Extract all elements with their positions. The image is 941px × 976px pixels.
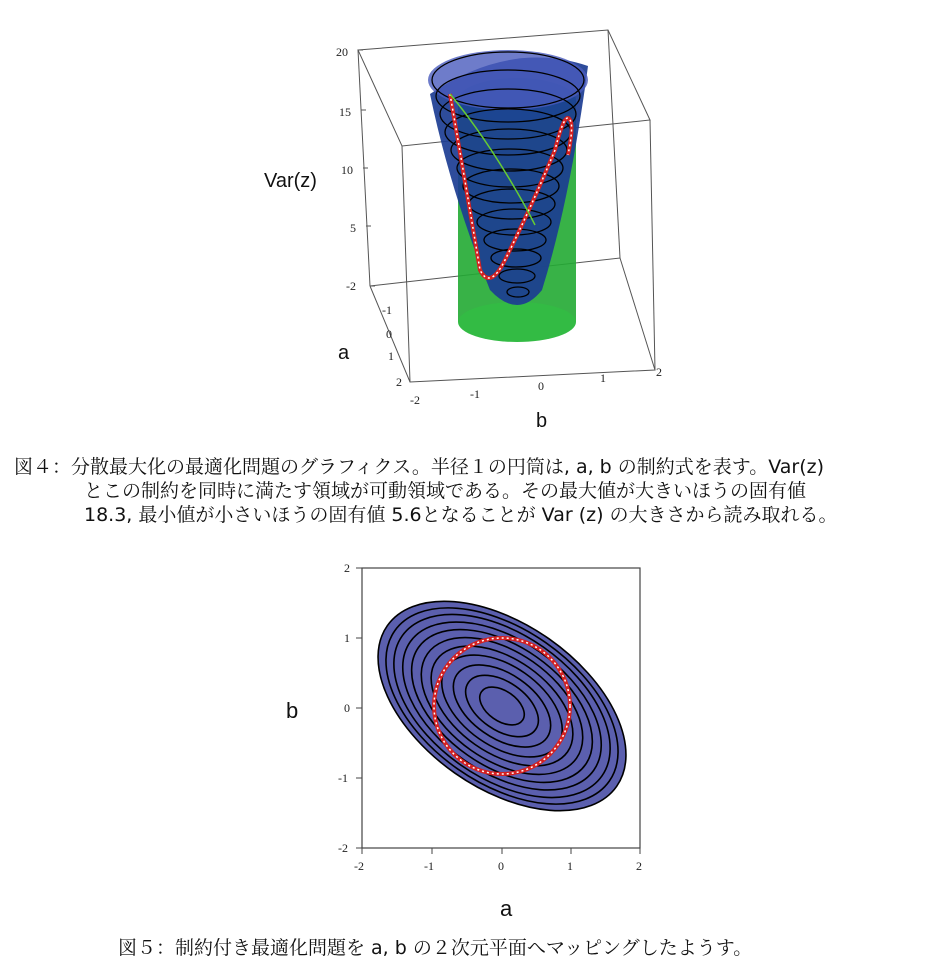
figure-5 <box>330 558 660 888</box>
figure-5-xlabel: a <box>500 896 513 921</box>
a-tick-label: 2 <box>396 375 402 389</box>
y-tick-label: -1 <box>338 771 348 785</box>
x-tick-label: 1 <box>567 859 573 873</box>
figure-4-caption-line3: 18.3, 最小値が小さいほうの固有値 5.6となることが Var (z) の大きさから読み取れる。 <box>84 504 838 526</box>
z-tick-label: 10 <box>341 163 353 177</box>
y-tick-label: 1 <box>344 631 350 645</box>
a-tick-label: 1 <box>388 349 394 363</box>
figure-4-caption-line2: とこの制約を同時に満たす領域が可動領域である。その最大値が大きいほうの固有値 <box>84 480 807 502</box>
figure-5-caption: 図５：制約付き最適化問題を a, b の２次元平面へマッピングしたようす。 <box>118 937 753 959</box>
b-tick-label: 1 <box>600 371 606 385</box>
a-tick-label: -1 <box>382 303 392 317</box>
z-tick-label: 20 <box>336 45 348 59</box>
b-tick-label: -1 <box>470 387 480 401</box>
figure-4-alabel: a <box>338 342 350 364</box>
x-tick-label: 2 <box>636 859 642 873</box>
x-tick-label: 0 <box>498 859 504 873</box>
b-tick-label: -2 <box>410 393 420 407</box>
b-tick-label: 0 <box>538 379 544 393</box>
b-tick-label: 2 <box>656 365 662 379</box>
figure-5-ylabel: b <box>286 698 299 723</box>
x-tick-label: -1 <box>424 859 434 873</box>
y-tick-label: -2 <box>338 841 348 855</box>
figure-5-plot <box>330 558 660 888</box>
y-tick-label: 0 <box>344 701 350 715</box>
z-tick-label: 5 <box>350 221 356 235</box>
x-tick-label: -2 <box>354 859 364 873</box>
z-tick-label: 15 <box>339 105 351 119</box>
figure-4-blabel: b <box>536 410 548 432</box>
a-tick-label: 0 <box>386 327 392 341</box>
figure-4-plot <box>330 20 680 420</box>
figure-4-caption-line1: 図４：分散最大化の最適化問題のグラフィクス。半径１の円筒は, a, b の制約式を表す。Var(z) <box>14 456 825 478</box>
y-tick-label: 2 <box>344 561 350 575</box>
z-tick-label: -2 <box>346 279 356 293</box>
contour-region <box>340 559 660 854</box>
z-axis <box>358 50 375 286</box>
figure-4-zlabel: Var(z) <box>264 170 317 192</box>
figure-4 <box>330 20 680 420</box>
